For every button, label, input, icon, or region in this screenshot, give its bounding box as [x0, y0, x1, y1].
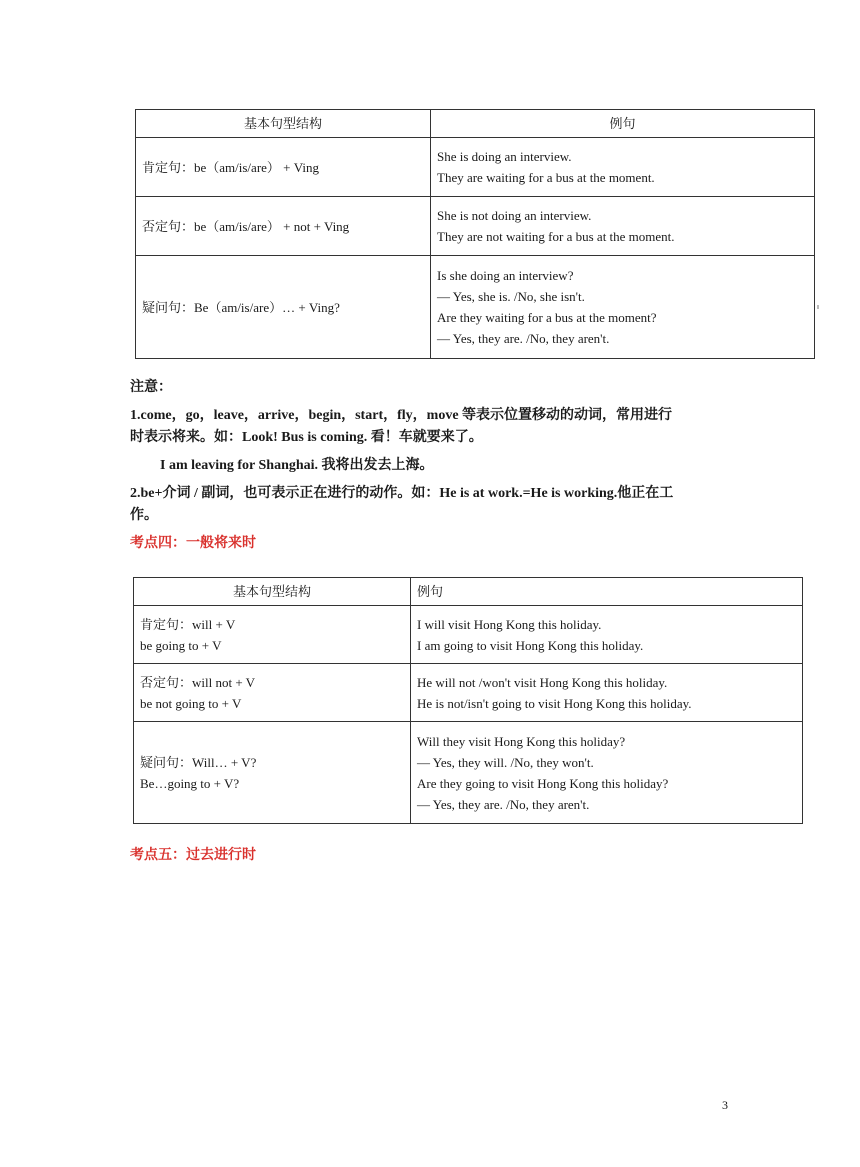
table-row — [136, 138, 815, 197]
table-row — [136, 256, 815, 359]
future-tense-table — [133, 577, 803, 824]
examples-cell: She is not doing an interview. They are not waiting for a bus at the moment. — [431, 197, 815, 256]
page-number: 3 — [722, 1098, 728, 1112]
examples-cell: He will not /won't visit Hong Kong this holiday. He is not/isn't going to visit Hong Kong this holiday. — [411, 664, 803, 722]
examples-cell: I will visit Hong Kong this holiday. I am going to visit Hong Kong this holiday. — [411, 606, 803, 664]
structure-cell: 肯定句：be（am/is/are） + Ving — [136, 138, 431, 197]
table-row — [136, 197, 815, 256]
examples-cell: She is doing an interview. They are waiting for a bus at the moment. — [431, 138, 815, 197]
note-example: I am leaving for Shanghai. 我将出发去上海。 — [160, 458, 434, 473]
structure-cell: 否定句：will not + V be not going to + V — [134, 664, 411, 722]
structure-cell: 否定句：be（am/is/are） + not + Ving — [136, 197, 431, 256]
table-row — [134, 606, 803, 664]
present-continuous-table — [135, 109, 815, 359]
table-header-row — [134, 578, 803, 606]
header-structure: 基本句型结构 — [134, 578, 411, 606]
note-paragraph-2: 2.be+介词 / 副词，也可表示正在进行的动作。如：He is at work.=He is working.他正在工 作。 — [130, 486, 674, 523]
examples-cell: Will they visit Hong Kong this holiday? — Yes, they will. /No, they won't. Are they going to visit Hong Kong this holiday? — Yes, they are. /No, they aren't. — [411, 722, 803, 824]
structure-cell: 肯定句：will + V be going to + V — [134, 606, 411, 664]
examples-cell: Is she doing an interview? — Yes, she is. /No, she isn't. Are they waiting for a bus at the moment? — Yes, they are. /No, they aren't. — [431, 256, 815, 359]
table-header-row — [136, 110, 815, 138]
edge-artifact — [817, 305, 819, 309]
structure-cell: 疑问句：Be（am/is/are）… + Ving? — [136, 256, 431, 359]
structure-cell: 疑问句：Will… + V? Be…going to + V? — [134, 722, 411, 824]
header-structure: 基本句型结构 — [136, 110, 431, 138]
header-examples: 例句 — [411, 578, 803, 606]
section-title-future: 考点四：一般将来时 — [130, 536, 256, 551]
note-heading: 注意： — [130, 380, 172, 395]
table-row — [134, 664, 803, 722]
header-examples: 例句 — [431, 110, 815, 138]
note-paragraph-1: 1.come，go，leave，arrive，begin，start，fly，move 等表示位置移动的动词，常用进行 时表示将来。如：Look! Bus is coming. 看！车就要来了。 — [130, 408, 673, 445]
section-title-past-continuous: 考点五：过去进行时 — [130, 848, 256, 863]
table-row — [134, 722, 803, 824]
